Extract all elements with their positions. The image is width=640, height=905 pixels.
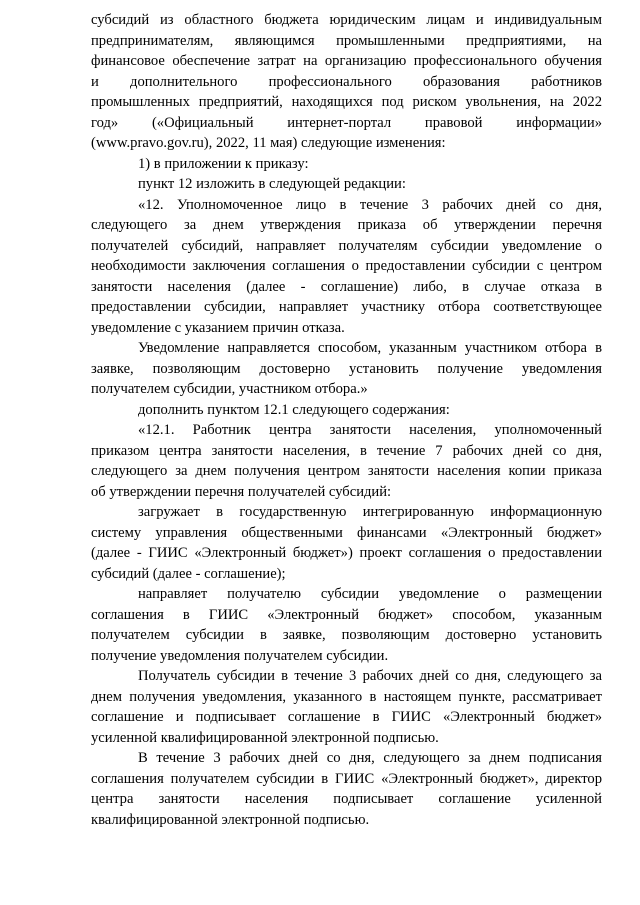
text-line: субсидий из областного бюджета юридическим лицам и индивидуальным xyxy=(91,12,602,28)
paragraph-start: В течение 3 рабочих дней со дня, следующего за днем подписания xyxy=(138,750,602,766)
text-line: и дополнительного профессионального образования работников xyxy=(91,73,602,90)
paragraph-start: Уведомление направляется способом, указанным участником отбора в xyxy=(138,340,602,356)
text-line: усиленной квалифицированной электронной подписью. xyxy=(91,729,439,746)
text-line: год» («Официальный интернет-портал правовой информации» xyxy=(91,114,602,131)
text-line: промышленных предприятий, находящихся под риском увольнения, на 2022 xyxy=(91,94,602,110)
text-line: получателем субсидии в заявке, позволяющим достоверно установить xyxy=(91,627,602,643)
text-line: следующего за днем получения центром занятости населения копии приказа xyxy=(91,463,602,479)
paragraph-start: «12.1. Работник центра занятости населения, уполномоченный xyxy=(138,422,602,438)
text-line: (www.pravo.gov.ru), 2022, 11 мая) следующие изменения: xyxy=(91,135,446,151)
paragraph-start: «12. Уполномоченное лицо в течение 3 рабочих дней со дня, xyxy=(138,196,602,213)
text-line: об утверждении перечня получателей субсидий: xyxy=(91,483,392,500)
list-item: 1) в приложении к приказу: xyxy=(138,155,309,172)
paragraph-start: Получатель субсидии в течение 3 рабочих дней со дня, следующего за xyxy=(138,668,602,684)
paragraph-start: направляет получателю субсидии уведомление о размещении xyxy=(138,586,602,602)
text-line: получателей субсидий, направляет получателям субсидии уведомление о xyxy=(91,237,602,254)
text-line: получение уведомления получателем субсидии. xyxy=(91,647,389,664)
text-line: необходимости заключения соглашения о предоставлении субсидии с центром xyxy=(91,258,602,274)
text-line: днем получения уведомления, указанного в настоящем пункте, рассматривает xyxy=(91,688,602,705)
text-line: центра занятости населения подписывает соглашение усиленной xyxy=(91,791,602,807)
text-line: соглашения в ГИИС «Электронный бюджет» способом, указанным xyxy=(91,606,602,623)
text-line: следующего за днем утверждения приказа об утверждении перечня xyxy=(91,217,602,233)
text-line: соглашение и подписывает соглашение в ГИИС «Электронный бюджет» xyxy=(91,709,602,725)
list-item: дополнить пунктом 12.1 следующего содержания: xyxy=(138,401,450,418)
paragraph-start: загружает в государственную интегрированную информационную xyxy=(138,504,602,520)
text-line: систему управления общественными финансами «Электронный бюджет» xyxy=(91,524,602,541)
list-item: пункт 12 изложить в следующей редакции: xyxy=(138,176,406,192)
text-line: заявке, позволяющим достоверно установить получение уведомления xyxy=(91,360,602,377)
text-line: получателем субсидии, участником отбора.» xyxy=(91,381,368,397)
text-line: предоставлении субсидии, направляет участнику отбора соответствующее xyxy=(91,299,602,315)
text-line: квалифицированной электронной подписью. xyxy=(91,811,370,828)
text-line: (далее - ГИИС «Электронный бюджет») проект соглашения о предоставлении xyxy=(91,545,602,561)
text-line: соглашения получателем субсидии в ГИИС «Электронный бюджет», директор xyxy=(91,770,602,787)
text-line: приказом центра занятости населения, в течение 7 рабочих дней со дня, xyxy=(91,442,602,459)
text-line: уведомление с указанием причин отказа. xyxy=(91,319,345,336)
text-line: субсидий (далее - соглашение); xyxy=(91,565,286,582)
text-line: финансовое обеспечение затрат на организацию профессионального обучения xyxy=(91,53,602,69)
text-line: предпринимателям, являющимся промышленными предприятиями, на xyxy=(91,32,602,49)
text-line: занятости населения (далее - соглашение) либо, в случае отказа в xyxy=(91,278,602,295)
